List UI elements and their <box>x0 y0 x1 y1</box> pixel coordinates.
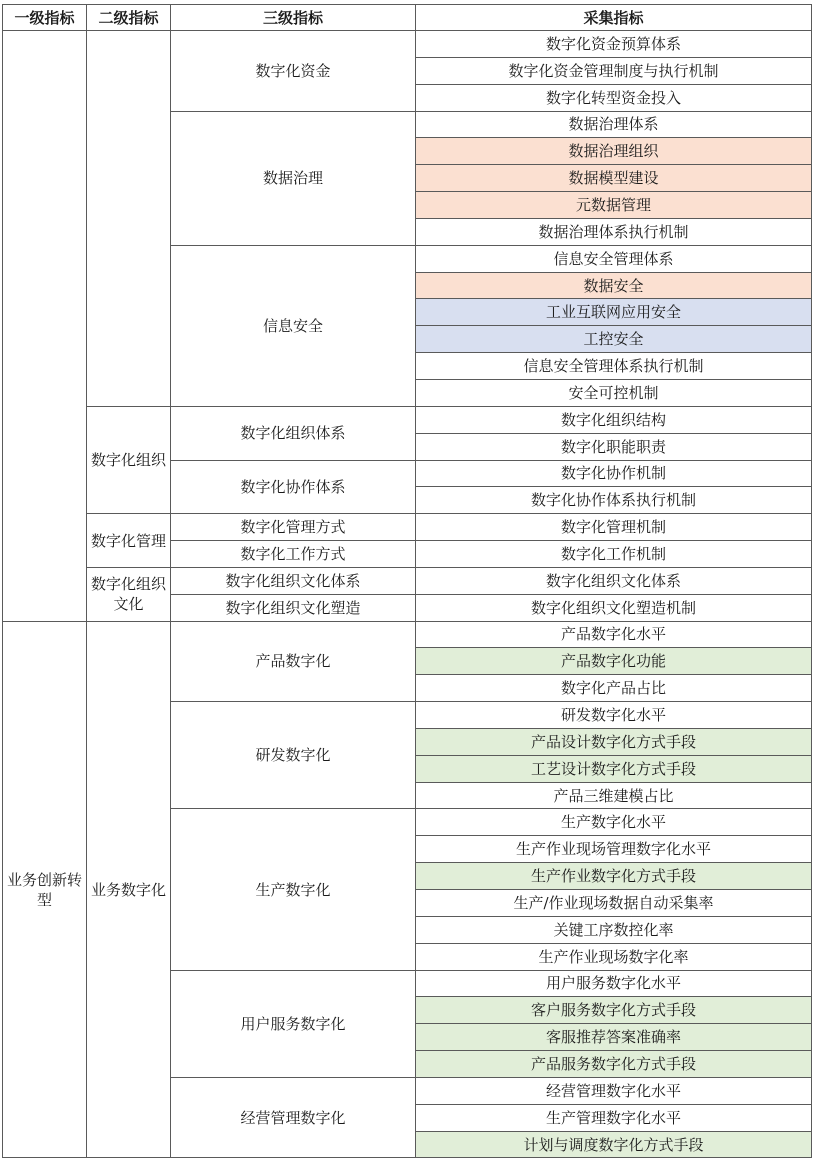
level3-cell: 数字化组织文化体系 <box>171 567 416 594</box>
collection-metric-cell: 数据安全 <box>416 272 812 299</box>
header-level1: 一级指标 <box>3 5 87 31</box>
header-collection: 采集指标 <box>416 5 812 31</box>
collection-metric-cell: 客服推荐答案准确率 <box>416 1024 812 1051</box>
level3-cell: 数字化组织体系 <box>171 406 416 460</box>
collection-metric-cell: 生产数字化水平 <box>416 809 812 836</box>
collection-metric-cell: 产品三维建模占比 <box>416 782 812 809</box>
collection-metric-cell: 产品数字化水平 <box>416 621 812 648</box>
level3-cell: 数字化资金 <box>171 31 416 112</box>
collection-metric-cell: 数字化产品占比 <box>416 675 812 702</box>
level3-cell: 研发数字化 <box>171 702 416 809</box>
collection-metric-cell: 数字化资金预算体系 <box>416 31 812 58</box>
table-row <box>3 621 812 648</box>
level3-cell: 用户服务数字化 <box>171 970 416 1077</box>
collection-metric-cell: 信息安全管理体系 <box>416 245 812 272</box>
level3-cell: 数字化管理方式 <box>171 514 416 541</box>
collection-metric-cell: 生产作业现场数字化率 <box>416 943 812 970</box>
collection-metric-cell: 数字化组织结构 <box>416 406 812 433</box>
collection-metric-cell: 数据治理体系执行机制 <box>416 218 812 245</box>
collection-metric-cell: 产品设计数字化方式手段 <box>416 728 812 755</box>
level2-cell: 数字化组织文化 <box>87 567 171 621</box>
collection-metric-cell: 计划与调度数字化方式手段 <box>416 1131 812 1158</box>
table-body <box>3 31 812 1158</box>
collection-metric-cell: 经营管理数字化水平 <box>416 1077 812 1104</box>
collection-metric-cell: 数据治理组织 <box>416 138 812 165</box>
table-row <box>3 31 812 58</box>
collection-metric-cell: 产品数字化功能 <box>416 648 812 675</box>
collection-metric-cell: 数字化组织文化塑造机制 <box>416 594 812 621</box>
level3-cell: 经营管理数字化 <box>171 1077 416 1158</box>
collection-metric-cell: 生产管理数字化水平 <box>416 1104 812 1131</box>
table-row <box>3 406 812 433</box>
level2-cell: 业务数字化 <box>87 621 171 1158</box>
level3-cell: 数字化工作方式 <box>171 541 416 568</box>
table-row <box>3 514 812 541</box>
collection-metric-cell: 数据治理体系 <box>416 111 812 138</box>
level3-cell: 信息安全 <box>171 245 416 406</box>
collection-metric-cell: 元数据管理 <box>416 192 812 219</box>
collection-metric-cell: 客户服务数字化方式手段 <box>416 997 812 1024</box>
level1-cell <box>3 31 87 622</box>
table-row <box>3 567 812 594</box>
collection-metric-cell: 工艺设计数字化方式手段 <box>416 755 812 782</box>
collection-metric-cell: 数字化职能职责 <box>416 433 812 460</box>
level3-cell: 产品数字化 <box>171 621 416 702</box>
level3-cell: 数字化组织文化塑造 <box>171 594 416 621</box>
collection-metric-cell: 数字化工作机制 <box>416 541 812 568</box>
collection-metric-cell: 生产/作业现场数据自动采集率 <box>416 890 812 917</box>
collection-metric-cell: 数字化协作体系执行机制 <box>416 487 812 514</box>
collection-metric-cell: 工业互联网应用安全 <box>416 299 812 326</box>
header-level3: 三级指标 <box>171 5 416 31</box>
level3-cell: 生产数字化 <box>171 809 416 970</box>
collection-metric-cell: 数字化资金管理制度与执行机制 <box>416 57 812 84</box>
collection-metric-cell: 数据模型建设 <box>416 165 812 192</box>
header-level2: 二级指标 <box>87 5 171 31</box>
collection-metric-cell: 研发数字化水平 <box>416 702 812 729</box>
collection-metric-cell: 数字化组织文化体系 <box>416 567 812 594</box>
header-row <box>3 5 812 31</box>
collection-metric-cell: 生产作业现场管理数字化水平 <box>416 836 812 863</box>
level2-cell <box>87 31 171 407</box>
indicator-table <box>2 4 812 1158</box>
level2-cell: 数字化管理 <box>87 514 171 568</box>
collection-metric-cell: 信息安全管理体系执行机制 <box>416 353 812 380</box>
collection-metric-cell: 生产作业数字化方式手段 <box>416 863 812 890</box>
collection-metric-cell: 数字化管理机制 <box>416 514 812 541</box>
collection-metric-cell: 工控安全 <box>416 326 812 353</box>
level1-cell: 业务创新转型 <box>3 621 87 1158</box>
collection-metric-cell: 数字化转型资金投入 <box>416 84 812 111</box>
level3-cell: 数据治理 <box>171 111 416 245</box>
level2-cell: 数字化组织 <box>87 406 171 513</box>
collection-metric-cell: 关键工序数控化率 <box>416 916 812 943</box>
level3-cell: 数字化协作体系 <box>171 460 416 514</box>
collection-metric-cell: 数字化协作机制 <box>416 460 812 487</box>
collection-metric-cell: 产品服务数字化方式手段 <box>416 1051 812 1078</box>
collection-metric-cell: 用户服务数字化水平 <box>416 970 812 997</box>
collection-metric-cell: 安全可控机制 <box>416 379 812 406</box>
